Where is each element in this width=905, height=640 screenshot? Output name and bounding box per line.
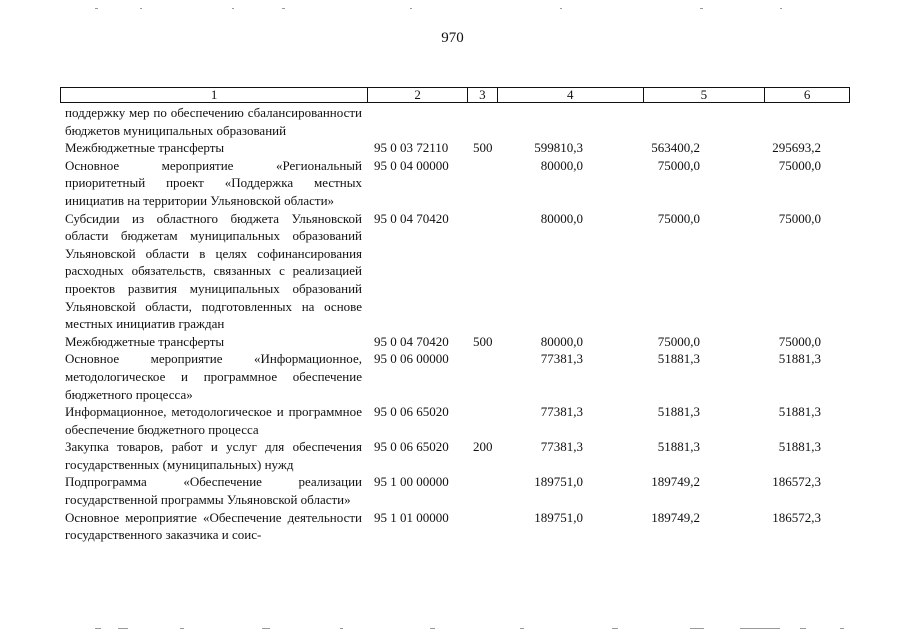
row-code: 95 0 06 00000 [374, 351, 449, 367]
table-row [0, 104, 905, 139]
row-value-4: 80000,0 [540, 333, 583, 349]
column-header-4: 4 [498, 88, 644, 102]
row-code: 95 0 04 70420 [374, 333, 449, 349]
row-name: Закупка товаров, работ и услуг для обеспечения государственных (муниципальных) нужд [65, 439, 362, 472]
row-code: 95 0 06 65020 [374, 439, 449, 455]
table-body [0, 104, 905, 544]
table-row [0, 157, 905, 210]
table-row [0, 139, 905, 157]
table-header [60, 87, 850, 103]
row-type: 500 [473, 333, 493, 349]
page-number: 970 [441, 30, 464, 46]
row-value-5: 189749,2 [651, 509, 700, 525]
row-value-4: 77381,3 [540, 439, 583, 455]
row-value-5: 51881,3 [657, 439, 700, 455]
row-code: 95 1 00 00000 [374, 474, 449, 490]
row-type: 200 [473, 439, 493, 455]
column-header-1: 1 [61, 88, 368, 102]
row-value-6: 51881,3 [778, 439, 821, 455]
table-row [0, 210, 905, 333]
scan-noise-bottom [0, 628, 905, 631]
row-value-5: 51881,3 [657, 404, 700, 420]
row-value-5: 75000,0 [657, 157, 700, 173]
table-row [0, 403, 905, 438]
row-value-4: 77381,3 [540, 351, 583, 367]
row-code: 95 0 04 70420 [374, 210, 449, 226]
row-value-6: 51881,3 [778, 351, 821, 367]
table-row [0, 509, 905, 544]
row-value-5: 51881,3 [657, 351, 700, 367]
row-code: 95 0 03 72110 [374, 140, 449, 156]
row-value-6: 295693,2 [772, 140, 821, 156]
row-value-6: 186572,3 [772, 509, 821, 525]
row-code: 95 1 01 00000 [374, 509, 449, 525]
row-value-5: 75000,0 [657, 210, 700, 226]
row-name: Межбюджетные трансферты [65, 333, 225, 349]
row-value-4: 599810,3 [534, 140, 583, 156]
scan-noise-top [0, 8, 905, 11]
row-value-6: 186572,3 [772, 474, 821, 490]
row-value-4: 189751,0 [534, 474, 583, 490]
row-value-6: 51881,3 [778, 404, 821, 420]
row-name: Основное мероприятие «Обеспечение деятельности государственного заказчика и соис- [65, 509, 362, 543]
row-value-4: 189751,0 [534, 509, 583, 525]
row-code: 95 0 06 65020 [374, 404, 449, 420]
row-value-6: 75000,0 [778, 157, 821, 173]
row-name: Подпрограмма «Обеспечение реализации государственной программы Ульяновской области» [65, 474, 362, 508]
column-header-5: 5 [644, 88, 766, 102]
row-value-5: 189749,2 [651, 474, 700, 490]
row-value-5: 563400,2 [651, 140, 700, 156]
column-header-2: 2 [368, 88, 468, 102]
table-row [0, 473, 905, 508]
row-code: 95 0 04 00000 [374, 157, 449, 173]
row-name: Основное мероприятие «Региональный приоритетный проект «Поддержка местных инициатив на территории Ульяновской области» [65, 157, 362, 208]
table-row [0, 333, 905, 351]
row-value-4: 80000,0 [540, 157, 583, 173]
row-name: Межбюджетные трансферты [65, 140, 225, 156]
column-header-3: 3 [468, 88, 498, 102]
row-value-4: 80000,0 [540, 210, 583, 226]
table-row [0, 350, 905, 403]
table-row [0, 438, 905, 473]
row-name: поддержку мер по обеспечению сбалансированности бюджетов муниципальных образований [65, 105, 362, 138]
row-name: Субсидии из областного бюджета Ульяновской области бюджетам муниципальных образований Ульяновской области в целях софинансирования расходных обязательств, связанных с реализацией проектов развития муниципальных образований Ульяновской области, подготовленных на основе местных инициатив граждан [65, 210, 362, 332]
row-type: 500 [473, 140, 493, 156]
row-value-5: 75000,0 [657, 333, 700, 349]
row-name: Основное мероприятие «Информационное, методологическое и программное обеспечение бюджетного процесса» [65, 351, 362, 402]
row-name: Информационное, методологическое и программное обеспечение бюджетного процесса [65, 404, 362, 437]
row-value-6: 75000,0 [778, 333, 821, 349]
row-value-4: 77381,3 [540, 404, 583, 420]
column-header-6: 6 [803, 87, 811, 102]
row-value-6: 75000,0 [778, 210, 821, 226]
